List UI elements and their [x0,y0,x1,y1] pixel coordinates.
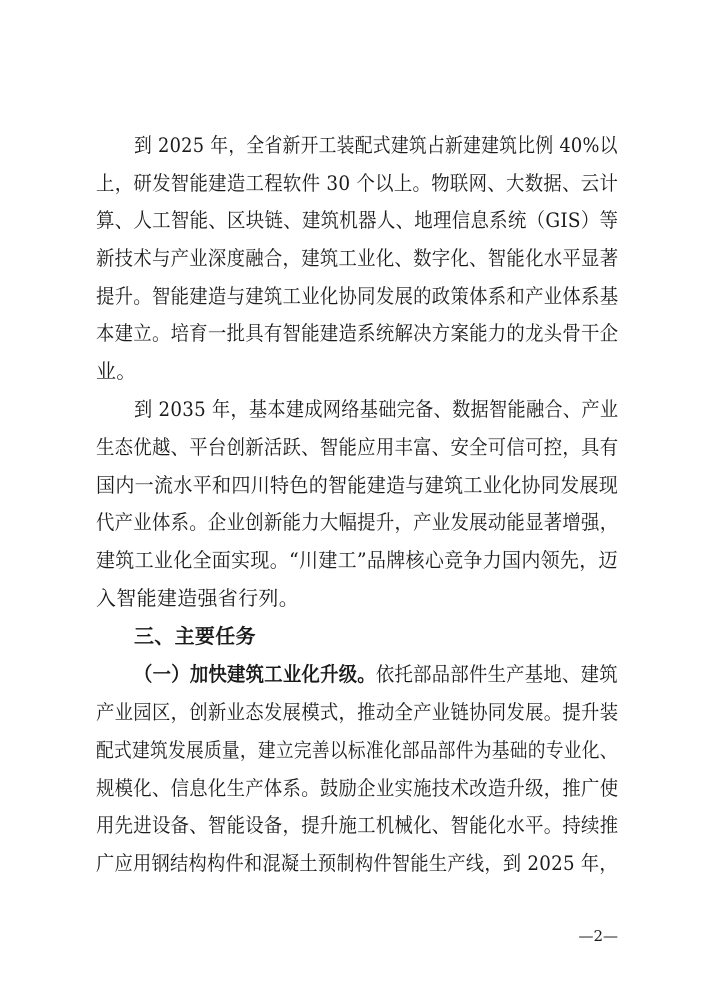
text-line: 本建立。培育一批具有智能建造系统解决方案能力的龙头骨干企 [96,321,619,345]
text-line: 国内一流水平和四川特色的智能建造与建筑工业化协同发展现 [96,473,619,497]
text-line: 配式建筑发展质量，建立完善以标准化部品部件为基础的专业化、 [96,738,618,762]
text-line: 用先进设备、智能设备，提升施工机械化、智能化水平。持续推 [96,813,619,837]
text-line: 到 2025 年，全省新开工装配式建筑占新建建筑比例 40%以 [134,133,618,157]
text-line: 业。 [96,359,137,383]
text-line: 规模化、信息化生产体系。鼓励企业实施技术改造升级，推广使 [96,776,619,800]
text-line: 新技术与产业深度融合，建筑工业化、数字化、智能化水平显著 [96,246,619,270]
text-line: 产业园区，创新业态发展模式，推动全产业链协同发展。提升装 [96,700,619,724]
text-line: 提升。智能建造与建筑工业化协同发展的政策体系和产业体系基 [96,284,619,308]
text-line [134,659,618,689]
text-line: 到 2035 年，基本建成网络基础完备、数据智能融合、产业 [134,397,619,421]
text-line: 建筑工业化全面实现。“川建工”品牌核心竞争力国内领先，迈 [96,548,618,572]
text-line: 入智能建造强省行列。 [96,586,299,610]
text-line: 生态优越、平台创新活跃、智能应用丰富、安全可信可控，具有 [96,435,619,459]
section-heading: 三、主要任务 [134,624,256,648]
text-line: 代产业体系。企业创新能力大幅提升，产业发展动能显著增强， [96,510,619,534]
text-line: 上，研发智能建造工程软件 30 个以上。物联网、大数据、云计 [96,171,619,195]
task-text: 依托部品部件生产基地、建筑 [375,662,618,686]
page-number: —2— [578,927,618,945]
text-line: 算、人工智能、区块链、建筑机器人、地理信息系统（GIS）等 [96,208,619,232]
text-line: 广应用钢结构构件和混凝土预制构件智能生产线，到 2025 年， [96,851,618,875]
task-title: （一）加快建筑工业化升级。 [134,662,376,686]
